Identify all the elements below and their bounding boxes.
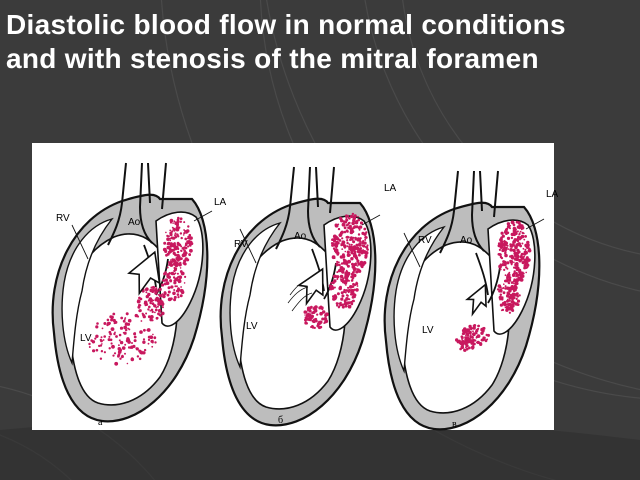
label-lv: LV — [246, 321, 258, 332]
label-la: LA — [546, 189, 559, 200]
label-la: LA — [384, 183, 397, 194]
label-rv: RV — [56, 213, 70, 224]
heart-panel-b — [221, 167, 397, 426]
label-rv: RV — [418, 235, 432, 246]
label-ao: Ao — [128, 217, 141, 228]
label-lv: LV — [80, 333, 92, 344]
panel-caption: в — [452, 419, 457, 430]
label-ao: Ao — [460, 235, 473, 246]
label-la: LA — [214, 197, 227, 208]
label-ao: Ao — [294, 231, 307, 242]
panel-caption: a — [98, 417, 103, 428]
heart-diagram-figure — [32, 143, 559, 430]
heart-panel-a — [53, 163, 227, 428]
label-rv: RV — [234, 239, 248, 250]
slide-title: Diastolic blood flow in normal conditions and with stenosis of the mitral foramen — [6, 9, 566, 74]
label-lv: LV — [422, 325, 434, 336]
panel-caption: б — [278, 415, 284, 426]
heart-panel-c — [385, 171, 559, 430]
